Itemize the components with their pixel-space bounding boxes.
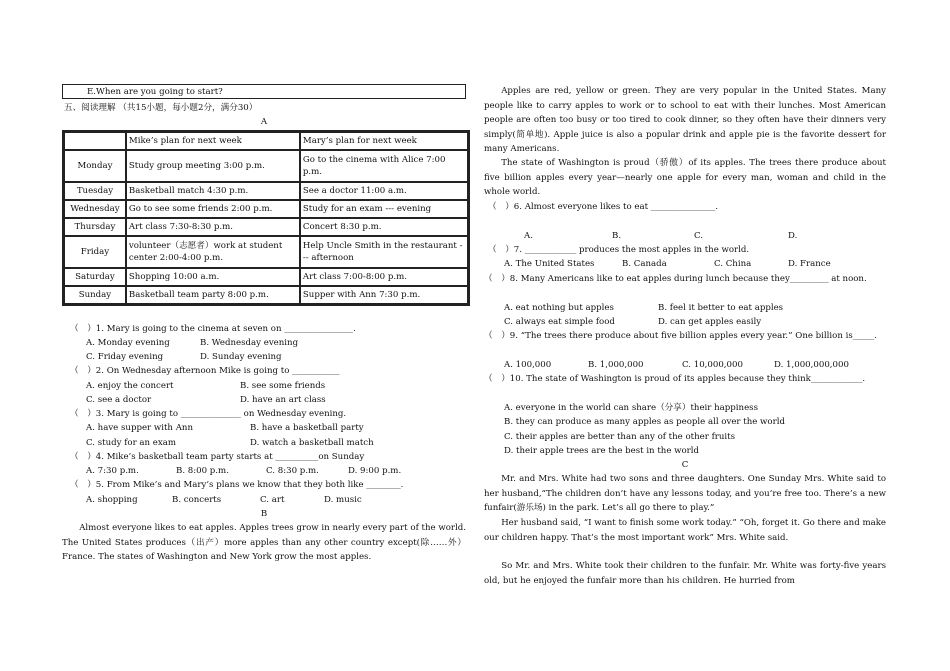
mary-plan-cell: Go to the cinema with Alice 7:00 p.m. [300, 150, 468, 182]
q5-option-b: B. concerts [172, 495, 222, 505]
table-row [64, 268, 468, 286]
q4-option-b: B. 8:00 p.m. [176, 466, 229, 476]
passage-b-paragraph-1: Almost everyone likes to eat apples. Apples trees grow in nearly every part of the world. The United States produces（出产）more apples than any other country except(除……外）France. The states of Washington and New York grow the most apples. [62, 523, 466, 563]
mike-plan-cell: volunteer（志愿者）work at student center 2:00-4:00 p.m. [126, 236, 300, 268]
q7-option-c: C. China [714, 259, 752, 269]
q10-option-a: A. everyone in the world can share（分享）their happiness [504, 403, 758, 413]
q9-option-c: C. 10,000,000 [682, 360, 743, 370]
question-3: （ ）3. Mary is going to ______________ on Wednesday evening. [70, 409, 347, 419]
day-cell: Thursday [64, 218, 126, 236]
option-e-text: E.When are you going to start? [87, 87, 223, 97]
q2-option-d: D. have an art class [240, 395, 326, 405]
day-cell: Saturday [64, 268, 126, 286]
day-cell: Sunday [64, 286, 126, 304]
mary-plan-cell: Supper with Ann 7:30 p.m. [300, 286, 468, 304]
schedule-table [62, 130, 470, 306]
day-cell: Monday [64, 150, 126, 182]
q6-option-b: B. [612, 231, 622, 241]
table-row [64, 182, 468, 200]
q9-option-d: D. 1,000,000,000 [774, 360, 849, 370]
q9-option-a: A. 100,000 [504, 360, 552, 370]
mike-plan-cell: Basketball team party 8:00 p.m. [126, 286, 300, 304]
section-title: 五、阅读理解 （共15小题，每小题2分，满分30） [64, 103, 258, 113]
question-7: （ ）7. ____________ produces the most apples in the world. [488, 245, 750, 255]
q10-option-c: C. their apples are better than any of the other fruits [504, 432, 736, 442]
header-blank-cell [64, 132, 126, 150]
question-5: （ ）5. From Mike’s and Mary’s plans we know that they both like ________. [70, 480, 404, 490]
q2-option-b: B. see some friends [240, 381, 326, 391]
table-row [64, 200, 468, 218]
mike-plan-cell: Shopping 10:00 a.m. [126, 268, 300, 286]
q6-option-a: A. [524, 231, 533, 241]
q8-option-d: D. can get apples easily [658, 317, 762, 327]
q2-option-c: C. see a doctor [86, 395, 152, 405]
q5-option-a: A. shopping [86, 495, 138, 505]
header-mike-cell: Mike’s plan for next week [126, 132, 300, 150]
passage-b-paragraph-3: The state of Washington is proud（骄傲）of its apples. The trees there produce about five billion apples every year—nearly one apple for every man, woman and child in the whole world. [484, 158, 886, 197]
q1-option-d: D. Sunday evening [200, 352, 282, 362]
header-mary-cell: Mary’s plan for next week [300, 132, 468, 150]
mary-plan-cell: Art class 7:00-8:00 p.m. [300, 268, 468, 286]
table-row [64, 218, 468, 236]
mike-plan-cell: Art class 7:30-8:30 p.m. [126, 218, 300, 236]
passage-c-paragraph-3: So Mr. and Mrs. White took their children to the funfair. Mr. White was forty-five years old, but he enjoyed the funfair more than his children. He hurried from [484, 561, 886, 586]
question-10: （ ）10. The state of Washington is proud of its apples because they think____________. [484, 374, 866, 384]
table-header-row [64, 132, 468, 150]
q3-option-d: D. watch a basketball match [250, 438, 374, 448]
q4-option-c: C. 8:30 p.m. [266, 466, 319, 476]
mike-plan-cell: Basketball match 4:30 p.m. [126, 182, 300, 200]
q2-option-a: A. enjoy the concert [86, 381, 174, 391]
passage-a-label: A [260, 117, 268, 127]
q7-option-a: A. The United States [504, 259, 595, 269]
mike-plan-cell: Go to see some friends 2:00 p.m. [126, 200, 300, 218]
q6-option-d: D. [788, 231, 798, 241]
table-row [64, 286, 468, 304]
day-cell: Friday [64, 236, 126, 268]
q3-option-a: A. have supper with Ann [86, 423, 193, 433]
q9-option-b: B. 1,000,000 [588, 360, 644, 370]
q6-option-c: C. [694, 231, 704, 241]
question-2: （ ）2. On Wednesday afternoon Mike is going to ___________ [70, 366, 340, 376]
q5-option-c: C. art [260, 495, 285, 505]
q1-option-c: C. Friday evening [86, 352, 164, 362]
day-cell: Tuesday [64, 182, 126, 200]
passage-c-paragraph-2: Her husband said, “I want to finish some work today.” “Oh, forget it. Go there and make our children happy. That’s the most important work” Mrs. White said. [484, 518, 887, 543]
q1-option-a: A. Monday evening [86, 338, 170, 348]
question-1: （ ）1. Mary is going to the cinema at seven on ________________. [70, 324, 356, 334]
q8-option-c: C. always eat simple food [504, 317, 615, 327]
q4-option-a: A. 7:30 p.m. [86, 466, 139, 476]
q3-option-c: C. study for an exam [86, 438, 177, 448]
question-4: （ ）4. Mike’s basketball team party starts at __________on Sunday [70, 452, 365, 462]
q8-option-a: A. eat nothing but apples [504, 303, 614, 313]
q7-option-d: D. France [788, 259, 831, 269]
q10-option-b: B. they can produce as many apples as people all over the world [504, 417, 785, 427]
mary-plan-cell: Help Uncle Smith in the restaurant --- afternoon [300, 236, 468, 268]
question-9: （ ）9. “The trees there produce about five billion apples every year.” One billion is_____. [484, 331, 877, 341]
option-e-box [62, 84, 466, 99]
passage-c-paragraph-1: Mr. and Mrs. White had two sons and three daughters. One Sunday Mrs. White said to her husband,“The children don’t have any lessons today, and you’re free too. There’s a new funfair(游乐场) in the park. Let’s all go there to play.” [484, 474, 886, 513]
question-8: （ ）8. Many Americans like to eat apples during lunch because they_________ at noon. [484, 274, 867, 284]
mary-plan-cell: Concert 8:30 p.m. [300, 218, 468, 236]
q3-option-b: B. have a basketball party [250, 423, 364, 433]
mary-plan-cell: Study for an exam --- evening [300, 200, 468, 218]
table-row [64, 236, 468, 268]
passage-b-paragraph-2: Apples are red, yellow or green. They are very popular in the United States. Many people like to carry apples to work or to school to eat with their lunches. Most American people are often too busy or too tired to cook dinner, so they often have their dinners very simply(简单地). Apple juice is also a popular drink and apple pie is the favorite dessert for many Americans. [484, 86, 886, 154]
q1-option-b: B. Wednesday evening [200, 338, 299, 348]
q7-option-b: B. Canada [622, 259, 667, 269]
question-6: （ ）6. Almost everyone likes to eat _______________. [488, 202, 718, 212]
passage-b-label: B [260, 509, 268, 519]
q10-option-d: D. their apple trees are the best in the world [504, 446, 700, 456]
q5-option-d: D. music [324, 495, 362, 505]
mary-plan-cell: See a doctor 11:00 a.m. [300, 182, 468, 200]
passage-c-label: C [681, 460, 689, 470]
table-row [64, 150, 468, 182]
mike-plan-cell: Study group meeting 3:00 p.m. [126, 150, 300, 182]
day-cell: Wednesday [64, 200, 126, 218]
q4-option-d: D. 9:00 p.m. [348, 466, 402, 476]
q8-option-b: B. feel it better to eat apples [658, 303, 784, 313]
